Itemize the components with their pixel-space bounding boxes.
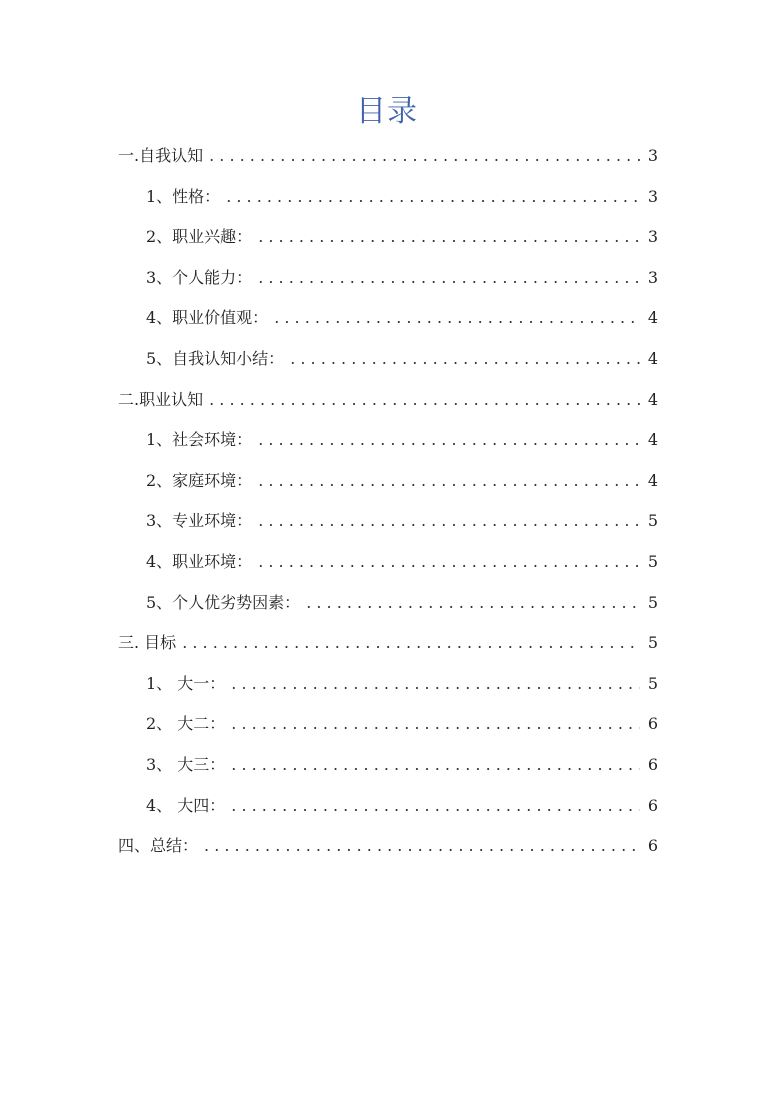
- toc-entry-page: 4: [647, 389, 658, 409]
- toc-leader-dots: [258, 217, 640, 258]
- toc-leader-dots: [258, 461, 640, 502]
- toc-entry-page: 5: [647, 633, 658, 653]
- toc-leader-dots: [306, 583, 640, 624]
- toc-entry-page: 5: [647, 511, 658, 531]
- toc-entry-label: 4、 大四：: [146, 795, 226, 815]
- toc-entry-page: 4: [647, 430, 658, 450]
- toc-entry[interactable]: [118, 745, 658, 786]
- toc-leader-dots: [231, 704, 640, 745]
- toc-entry[interactable]: [118, 380, 658, 421]
- toc-entry-page: 4: [647, 308, 658, 328]
- toc-entry-page: 3: [647, 227, 658, 247]
- toc-entry-label: 一.自我认知: [118, 146, 204, 165]
- toc-leader-dots: [209, 136, 640, 177]
- toc-leader-dots: [209, 380, 640, 421]
- toc-leader-dots: [182, 623, 640, 664]
- toc-leader-dots: [274, 298, 640, 339]
- toc-entry-page: 3: [647, 186, 658, 206]
- toc-entry-label: 1、 大一：: [146, 673, 226, 693]
- toc-entry[interactable]: [118, 177, 658, 218]
- toc-entry-label: 2、家庭环境：: [146, 470, 253, 490]
- toc-entry-label: 5、个人优劣势因素：: [146, 592, 301, 612]
- toc-title: 目录: [356, 94, 418, 129]
- toc-entry[interactable]: [118, 136, 658, 177]
- toc-entry[interactable]: [118, 258, 658, 299]
- toc-entry-page: 6: [647, 836, 658, 856]
- toc-entry-label: 四、总结：: [118, 836, 199, 856]
- toc-entry[interactable]: [118, 583, 658, 624]
- toc-entry[interactable]: [118, 786, 658, 827]
- toc-entry[interactable]: [118, 501, 658, 542]
- toc-entry[interactable]: [118, 542, 658, 583]
- toc-leader-dots: [226, 177, 640, 218]
- toc-entry-label: 二.职业认知: [118, 389, 204, 409]
- toc-entry-label: 3、专业环境：: [146, 511, 253, 531]
- toc-entry-label: 1、性格：: [146, 186, 221, 206]
- toc-leader-dots: [258, 258, 640, 299]
- toc-entry-label: 2、 大二：: [146, 714, 226, 734]
- toc-entry-page: 6: [647, 754, 658, 774]
- toc-entry[interactable]: [118, 339, 658, 380]
- toc-entry[interactable]: [118, 664, 658, 705]
- toc-entry-label: 三. 目标: [118, 633, 177, 653]
- table-of-contents: [118, 136, 658, 867]
- toc-leader-dots: [231, 745, 640, 786]
- toc-entry[interactable]: [118, 704, 658, 745]
- toc-entry-page: 4: [647, 348, 658, 368]
- toc-entry-page: 3: [647, 267, 658, 287]
- toc-leader-dots: [231, 786, 640, 827]
- toc-entry[interactable]: [118, 298, 658, 339]
- toc-entry-page: 5: [647, 592, 658, 612]
- toc-entry-label: 1、社会环境：: [146, 430, 253, 450]
- toc-entry[interactable]: [118, 623, 658, 664]
- toc-entry[interactable]: [118, 420, 658, 461]
- toc-entry-label: 3、个人能力：: [146, 267, 253, 287]
- toc-leader-dots: [258, 501, 640, 542]
- toc-leader-dots: [290, 339, 640, 380]
- toc-entry-page: 5: [647, 551, 658, 571]
- toc-entry-page: 6: [647, 714, 658, 734]
- toc-leader-dots: [258, 420, 640, 461]
- toc-entry-label: 4、职业环境：: [146, 551, 253, 571]
- toc-entry-page: 3: [647, 146, 658, 165]
- toc-entry-page: 6: [647, 795, 658, 815]
- toc-entry-page: 4: [647, 470, 658, 490]
- toc-entry[interactable]: [118, 461, 658, 502]
- toc-entry[interactable]: [118, 217, 658, 258]
- toc-entry-label: 5、自我认知小结：: [146, 348, 285, 368]
- toc-entry[interactable]: [118, 826, 658, 867]
- toc-entry-label: 2、职业兴趣：: [146, 227, 253, 247]
- toc-entry-label: 3、 大三：: [146, 754, 226, 774]
- toc-leader-dots: [231, 664, 640, 705]
- toc-entry-page: 5: [647, 673, 658, 693]
- toc-leader-dots: [204, 826, 640, 867]
- toc-entry-label: 4、职业价值观：: [146, 308, 269, 328]
- toc-leader-dots: [258, 542, 640, 583]
